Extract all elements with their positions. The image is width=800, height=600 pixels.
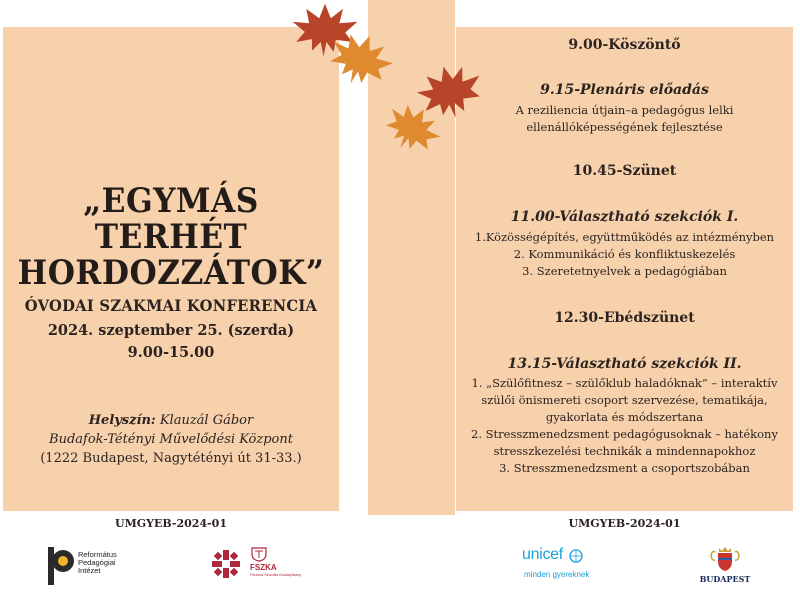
program-sections-1: 11.00-Választható szekciók I. <box>510 209 739 225</box>
title-line-1: „EGYMÁS TERHÉT <box>83 181 259 257</box>
fszka-text: FSZKA <box>250 563 277 572</box>
program-plenary: 9.15-Plenáris előadás <box>540 82 709 98</box>
section-item: 1. „Szülőfitnesz – szülőklub haladóknak” – interaktív <box>471 376 778 390</box>
unicef-globe-icon <box>569 549 583 563</box>
section-item: 2. Stresszmenedzsment pedagógusoknak – hatékony <box>471 427 778 441</box>
program-welcome: 9.00-Köszöntő <box>568 37 681 53</box>
conference-date: 2024. szeptember 25. (szerda) <box>47 322 295 339</box>
unicef-logo <box>522 546 592 582</box>
budapest-logo <box>695 546 755 586</box>
unicef-text: unicef <box>522 546 563 563</box>
venue-label: Helyszín: <box>88 413 156 428</box>
program-sections-1-list <box>456 229 793 280</box>
conference-title <box>16 183 325 291</box>
section-item: stresszkezelési technikák a mindennapokhoz <box>493 444 756 458</box>
venue <box>3 411 339 468</box>
section-item: gyakorlata és módszertana <box>545 410 704 424</box>
rpi-text: Pedagógiai <box>78 558 116 567</box>
fszka-logo <box>210 546 310 582</box>
fszka-flower-icon <box>210 548 242 580</box>
venue-address: (1222 Budapest, Nagytétényi út 31-33.) <box>40 451 302 466</box>
program-sections-2: 13.15-Választható szekciók II. <box>507 356 742 372</box>
section-item: 2. Kommunikáció és konfliktuskezelés <box>513 247 736 261</box>
section-item: szülői önismereti csoport szervezése, tematikája, <box>481 393 768 407</box>
program-plenary-desc <box>456 102 793 136</box>
title-line-2: HORDOZZÁTOK” <box>17 253 325 293</box>
venue-name: Klauzál Gábor <box>155 413 254 428</box>
conference-time: 9.00-15.00 <box>127 344 215 361</box>
accreditation-code-left: UMGYEB-2024-01 <box>115 517 227 530</box>
budapest-text: BUDAPEST <box>699 574 751 584</box>
unicef-subtext: minden gyereknek <box>524 570 590 579</box>
fszka-subtext: Fővárosi Szociális Közalapítvány <box>250 573 302 577</box>
rpi-text: Intézet <box>78 566 101 575</box>
section-item: 3. Stresszmenedzsment a csoportszobában <box>499 461 750 475</box>
conference-subtitle: ÓVODAI SZAKMAI KONFERENCIA <box>24 296 318 315</box>
budapest-coat-of-arms-icon <box>709 546 741 572</box>
program-break: 10.45-Szünet <box>572 163 677 179</box>
plenary-desc-line: ellenállóképességének fejlesztése <box>526 120 723 134</box>
accreditation-code-right: UMGYEB-2024-01 <box>568 517 681 530</box>
program-sections-2-list <box>456 375 793 477</box>
program-lunch: 12.30-Ebédszünet <box>554 310 695 326</box>
plenary-desc-line: A reziliencia útjain–a pedagógus lelki <box>515 103 734 117</box>
rpi-text: Református <box>78 550 117 559</box>
rpi-emblem-icon <box>46 545 76 587</box>
venue-building: Budafok-Tétényi Művelődési Központ <box>49 432 293 447</box>
coat-of-arms-icon <box>250 546 268 562</box>
section-item: 3. Szeretetnyelvek a pedagógiában <box>522 264 727 278</box>
rpi-logo <box>46 545 136 587</box>
section-item: 1.Közösségépítés, együttműködés az intézményben <box>474 230 775 244</box>
